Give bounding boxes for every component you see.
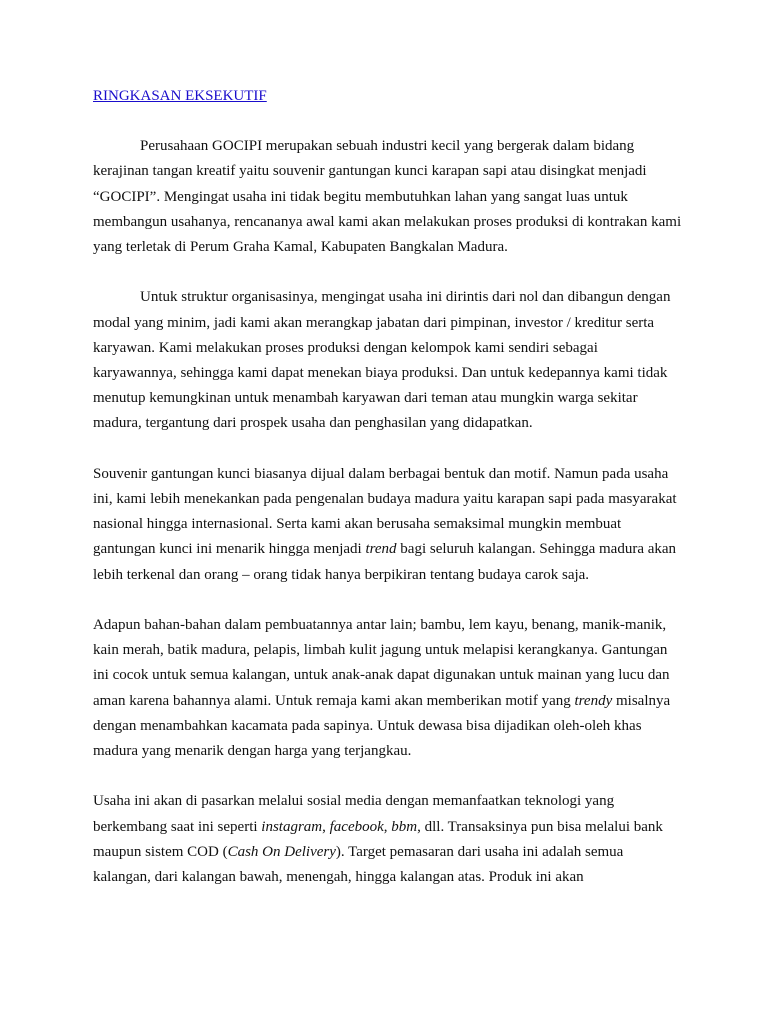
- paragraph-5: [93, 789, 683, 890]
- paragraph-3-text-a: Souvenir gantungan kunci biasanya dijual dalam berbagai bentuk dan motif. Namun pada usaha ini, kami lebih menekankan pada pengenalan budaya madura yaitu karapan sapi pada masyarakat nasional hingga internasional. Serta kami akan berusaha semaksimal mungkin membuat gantungan kunci ini menarik hingga menjadi: [93, 465, 677, 558]
- paragraph-3-trend: trend: [365, 541, 397, 558]
- paragraph-5-text-b: , dll. Transaksinya pun bisa melalui bank maupun sistem COD (: [93, 818, 663, 860]
- paragraph-5-bbm: bbm: [391, 818, 418, 835]
- paragraph-5-cod: Cash On Delivery: [227, 843, 336, 860]
- paragraph-4: [93, 613, 683, 764]
- paragraph-4-text-a: Adapun bahan-bahan dalam pembuatannya antar lain; bambu, lem kayu, benang, manik-manik, kain merah, batik madura, pelapis, limbah kulit jagung untuk melapisi kerangkanya. Gantungan ini cocok untuk semua kalangan, untuk anak-anak dapat digunakan untuk mainan yang lucu dan aman karena bahannya alami. Untuk remaja kami akan memberikan motif yang: [93, 617, 670, 709]
- paragraph-5-sep-2: ,: [383, 818, 392, 835]
- paragraph-1: Perusahaan GOCIPI merupakan sebuah industri kecil yang bergerak dalam bidang kerajinan tangan kreatif yaitu souvenir gantungan kunci karapan sapi atau disingkat menjadi “GOCIPI”. Mengingat usaha ini tidak begitu membutuhkan lahan yang sangat luas untuk membangun usahanya, rencananya awal kami akan melakukan proses produksi di kontrakan kami yang terletak di Perum Graha Kamal, Kabupaten Bangkalan Madura.: [93, 138, 682, 256]
- paragraph-2: Untuk struktur organisasinya, mengingat usaha ini dirintis dari nol dan dibangun dengan modal yang minim, jadi kami akan merangkap jabatan dari pimpinan, investor / kreditur serta karyawan. Kami melakukan proses produksi dengan kelompok kami sendiri sebagai karyawannya, sehingga kami dapat menekan biaya produksi. Dan untuk kedepannya kami tidak menutup kemungkinan untuk menambah karyawan dari teman atau mungkin warga sekitar madura, tergantung dari prospek usaha dan penghasilan yang didapatkan.: [93, 289, 671, 432]
- paragraph-5-facebook: facebook: [329, 818, 384, 835]
- paragraph-5-text-c: ). Target pemasaran dari usaha ini adalah semua kalangan, dari kalangan bawah, menengah, hingga kalangan atas. Produk ini akan: [93, 843, 624, 886]
- paragraph-5-sep-1: ,: [322, 818, 330, 835]
- heading-link[interactable]: RINGKASAN EKSEKUTIF: [93, 88, 267, 104]
- paragraph-4-trendy: trendy: [574, 692, 613, 709]
- paragraph-5-instagram: instagram: [261, 818, 323, 835]
- paragraph-3-text-b: bagi seluruh kalangan. Sehingga madura akan lebih terkenal dan orang – orang tidak hanya berpikiran tentang budaya carok saja.: [93, 541, 677, 583]
- paragraph-4-text-b: misalnya dengan menambahkan kacamata pada sapinya. Untuk dewasa bisa dijadikan oleh-oleh khas madura yang menarik dengan harga yang terjangkau.: [93, 692, 671, 760]
- paragraph-3: [93, 462, 683, 588]
- paragraph-5-text-a: Usaha ini akan di pasarkan melalui sosial media dengan memanfaatkan teknologi yang berkembang saat ini seperti: [93, 793, 615, 835]
- document-body: [93, 84, 683, 890]
